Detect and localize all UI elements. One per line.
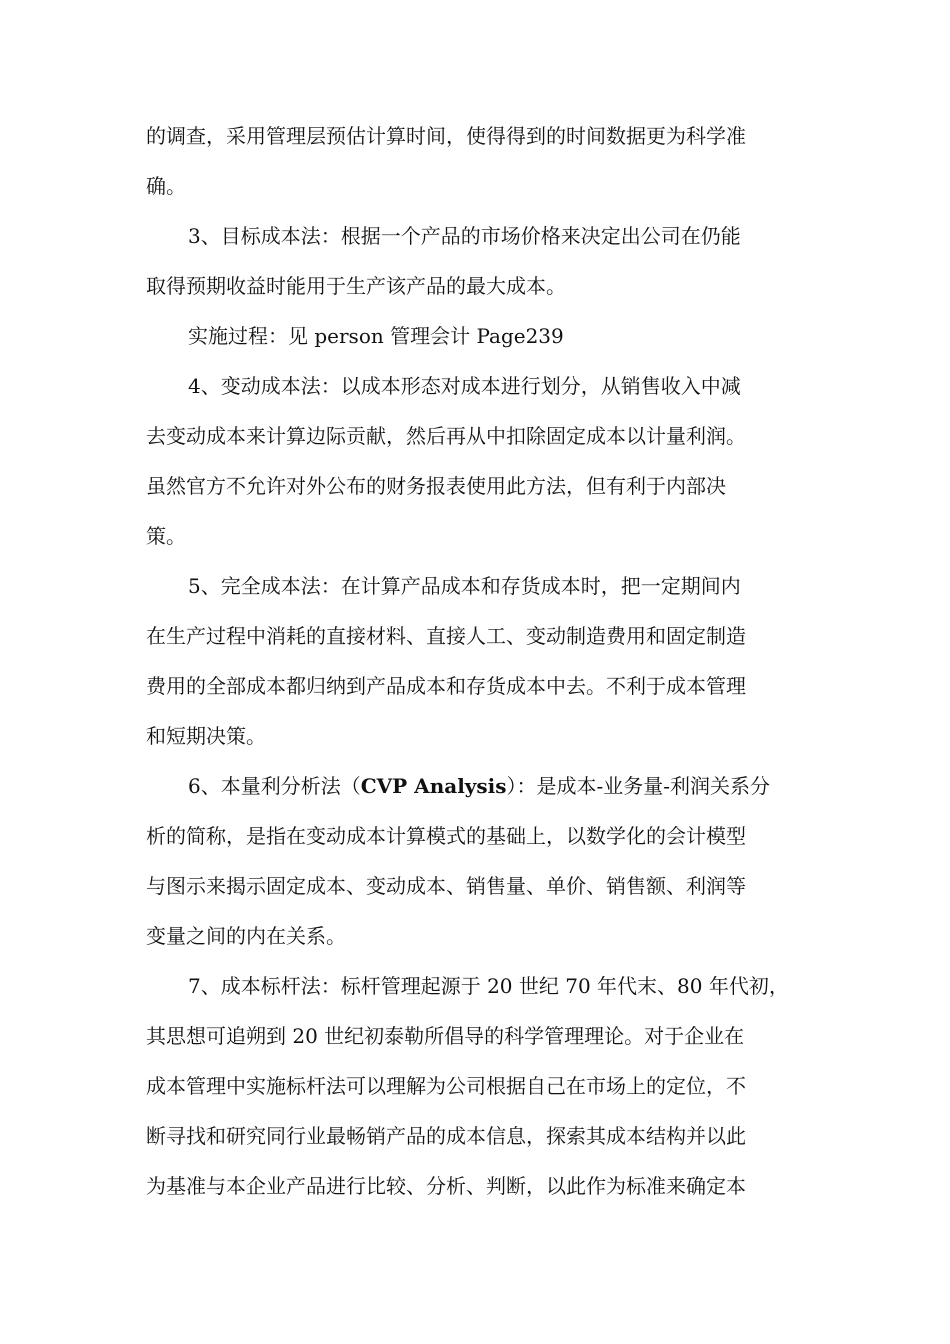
- text-line: 策。: [146, 524, 186, 548]
- text-line: 费用的全部成本都归纳到产品成本和存货成本中去。不利于成本管理: [146, 674, 746, 698]
- text-line: 去变动成本来计算边际贡献，然后再从中扣除固定成本以计量利润。: [146, 424, 746, 448]
- text-line: 在生产过程中消耗的直接材料、直接人工、变动制造费用和固定制造: [146, 624, 746, 648]
- text-line: 变量之间的内在关系。: [146, 924, 346, 948]
- text-line: 与图示来揭示固定成本、变动成本、销售量、单价、销售额、利润等: [146, 874, 746, 898]
- text-run: ）：是成本-业务量-利润关系分: [506, 774, 771, 798]
- text-line: 为基准与本企业产品进行比较、分析、判断，以此作为标准来确定本: [146, 1174, 746, 1198]
- text-line: 成本管理中实施标杆法可以理解为公司根据自己在市场上的定位，不: [146, 1074, 746, 1098]
- text-line: 析的简称，是指在变动成本计算模式的基础上，以数学化的会计模型: [146, 824, 746, 848]
- text-run: 6、本量利分析法（: [188, 774, 361, 798]
- paragraph-3-first-line: 3、目标成本法：根据一个产品的市场价格来决定出公司在仍能: [188, 224, 741, 248]
- text-line: 的调查，采用管理层预估计算时间，使得得到的时间数据更为科学准: [146, 124, 746, 148]
- text-line: 和短期决策。: [146, 724, 266, 748]
- paragraph-5-first-line: 5、完全成本法：在计算产品成本和存货成本时，把一定期间内: [188, 574, 741, 598]
- paragraph-7-first-line: 7、成本标杆法：标杆管理起源于 20 世纪 70 年代末、80 年代初，: [188, 974, 789, 998]
- text-line: 确。: [146, 174, 186, 198]
- text-line: 虽然官方不允许对外公布的财务报表使用此方法，但有利于内部决: [146, 474, 726, 498]
- text-line: 断寻找和研究同行业最畅销产品的成本信息，探索其成本结构并以此: [146, 1124, 746, 1148]
- paragraph-6-first-line: [146, 761, 808, 811]
- bold-term: CVP Analysis: [360, 774, 507, 798]
- text-line: 取得预期收益时能用于生产该产品的最大成本。: [146, 274, 566, 298]
- paragraph-4-first-line: 4、变动成本法：以成本形态对成本进行划分，从销售收入中减: [188, 374, 741, 398]
- document-page: [146, 111, 808, 1211]
- text-line: 其思想可追朔到 20 世纪初泰勒所倡导的科学管理理论。对于企业在: [146, 1024, 745, 1048]
- implementation-note: 实施过程：见 person 管理会计 Page239: [188, 324, 564, 348]
